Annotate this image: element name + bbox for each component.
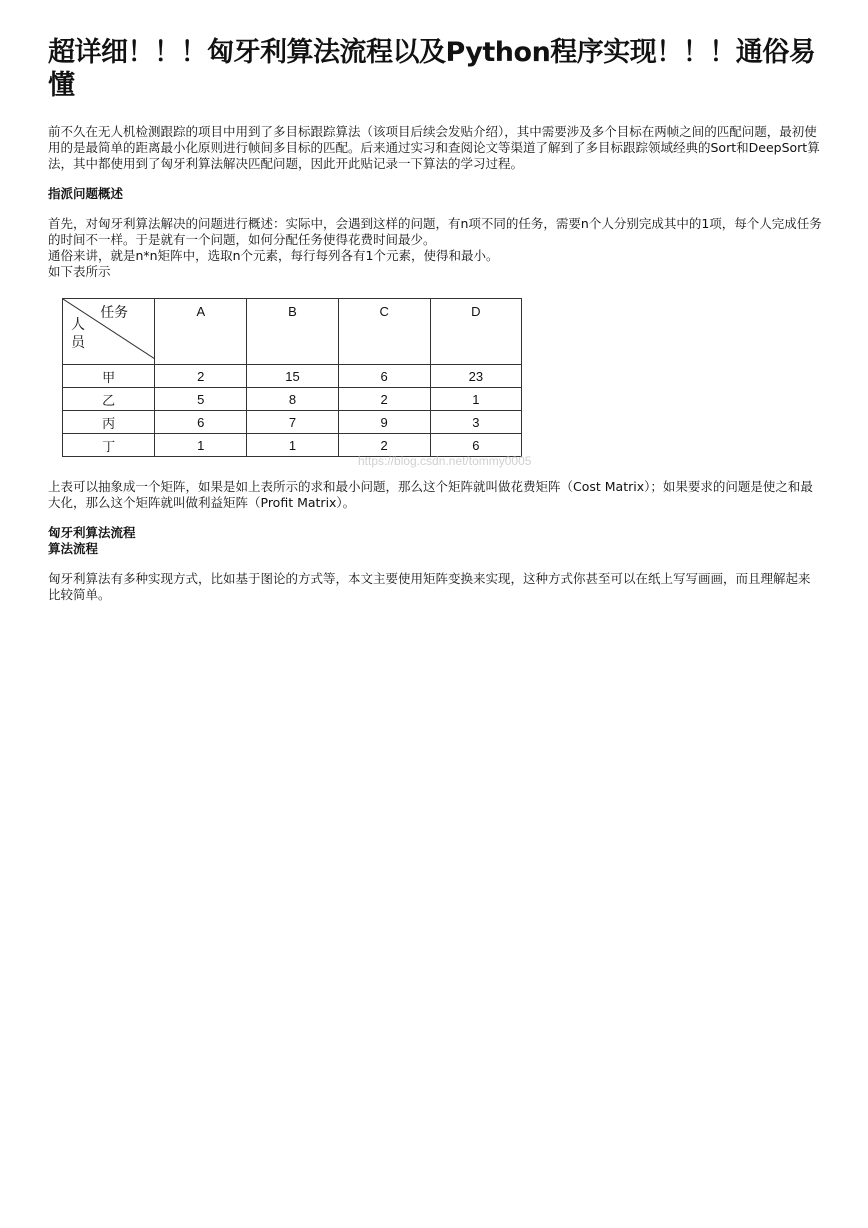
row-label: 甲: [63, 365, 155, 388]
table-row: [63, 411, 522, 434]
table-cell: 6: [155, 411, 247, 434]
column-header: A: [155, 299, 247, 365]
section-heading: 指派问题概述: [48, 186, 124, 201]
paragraph: 匈牙利算法有多种实现方式，比如基于图论的方式等，本文主要使用矩阵变换来实现，这种方式你甚至可以在纸上写写画画，而且理解起来比较简单。: [48, 571, 811, 602]
table-cell: 5: [155, 388, 247, 411]
table-cell: 2: [338, 434, 430, 457]
table-row: [63, 365, 522, 388]
table-cell: 7: [247, 411, 338, 434]
row-label: 乙: [63, 388, 155, 411]
column-header: C: [338, 299, 430, 365]
table-cell: 6: [430, 434, 521, 457]
table-cell: 1: [430, 388, 521, 411]
paragraph: 上表可以抽象成一个矩阵，如果是如上表所示的求和最小问题，那么这个矩阵就叫做花费矩阵（Cost Matrix）；如果要求的问题是使之和最大化，那么这个矩阵就叫做利益矩阵（Profit Matrix）。: [48, 479, 813, 510]
table-cell: 2: [338, 388, 430, 411]
table-cell: 6: [338, 365, 430, 388]
article: [48, 36, 822, 603]
intro-paragraph: 前不久在无人机检测跟踪的项目中用到了多目标跟踪算法（该项目后续会发贴介绍），其中需要涉及多个目标在两帧之间的匹配问题，最初使用的是最简单的距离最小化原则进行帧间多目标的匹配。后来通过实习和查阅论文等渠道了解到了多目标跟踪领域经典的Sort和DeepSort算法，其中都使用到了匈牙利算法解决匹配问题，因此开此贴记录一下算法的学习过程。: [48, 124, 820, 171]
table-cell: 15: [247, 365, 338, 388]
paragraph: 通俗来讲，就是n*n矩阵中，选取n个元素，每行每列各有1个元素，使得和最小。: [48, 248, 499, 263]
table-cell: 1: [155, 434, 247, 457]
section-assignment-problem: [48, 186, 822, 280]
cost-table-figure: [62, 298, 532, 468]
article-title: 超详细！！！匈牙利算法流程以及Python程序实现！！！通俗易懂: [48, 37, 816, 101]
row-label: 丁: [63, 434, 155, 457]
table-cell: 9: [338, 411, 430, 434]
table-cell: 1: [247, 434, 338, 457]
section-heading: 匈牙利算法流程: [48, 525, 136, 540]
table-cell: 3: [430, 411, 521, 434]
paragraph: 如下表所示: [48, 264, 111, 279]
table-cell: 8: [247, 388, 338, 411]
section-subheading: 算法流程: [48, 541, 99, 556]
corner-person-label: 人员: [71, 316, 85, 350]
section-hungarian-flow: [48, 525, 822, 603]
watermark-url: https://blog.csdn.net/tommy0005: [358, 454, 532, 468]
column-header: B: [247, 299, 338, 365]
table-corner-cell: [63, 299, 155, 365]
table-cell: 23: [430, 365, 521, 388]
table-row: [63, 388, 522, 411]
table-cell: 2: [155, 365, 247, 388]
corner-task-label: 任务: [100, 304, 129, 320]
paragraph: 首先，对匈牙利算法解决的问题进行概述：实际中，会遇到这样的问题，有n项不同的任务，需要n个人分别完成其中的1项，每个人完成任务的时间不一样。于是就有一个问题，如何分配任务使得花费时间最少。: [48, 216, 822, 247]
table-header-row: [63, 299, 522, 365]
column-header: D: [430, 299, 521, 365]
cost-table: [62, 298, 522, 457]
row-label: 丙: [63, 411, 155, 434]
